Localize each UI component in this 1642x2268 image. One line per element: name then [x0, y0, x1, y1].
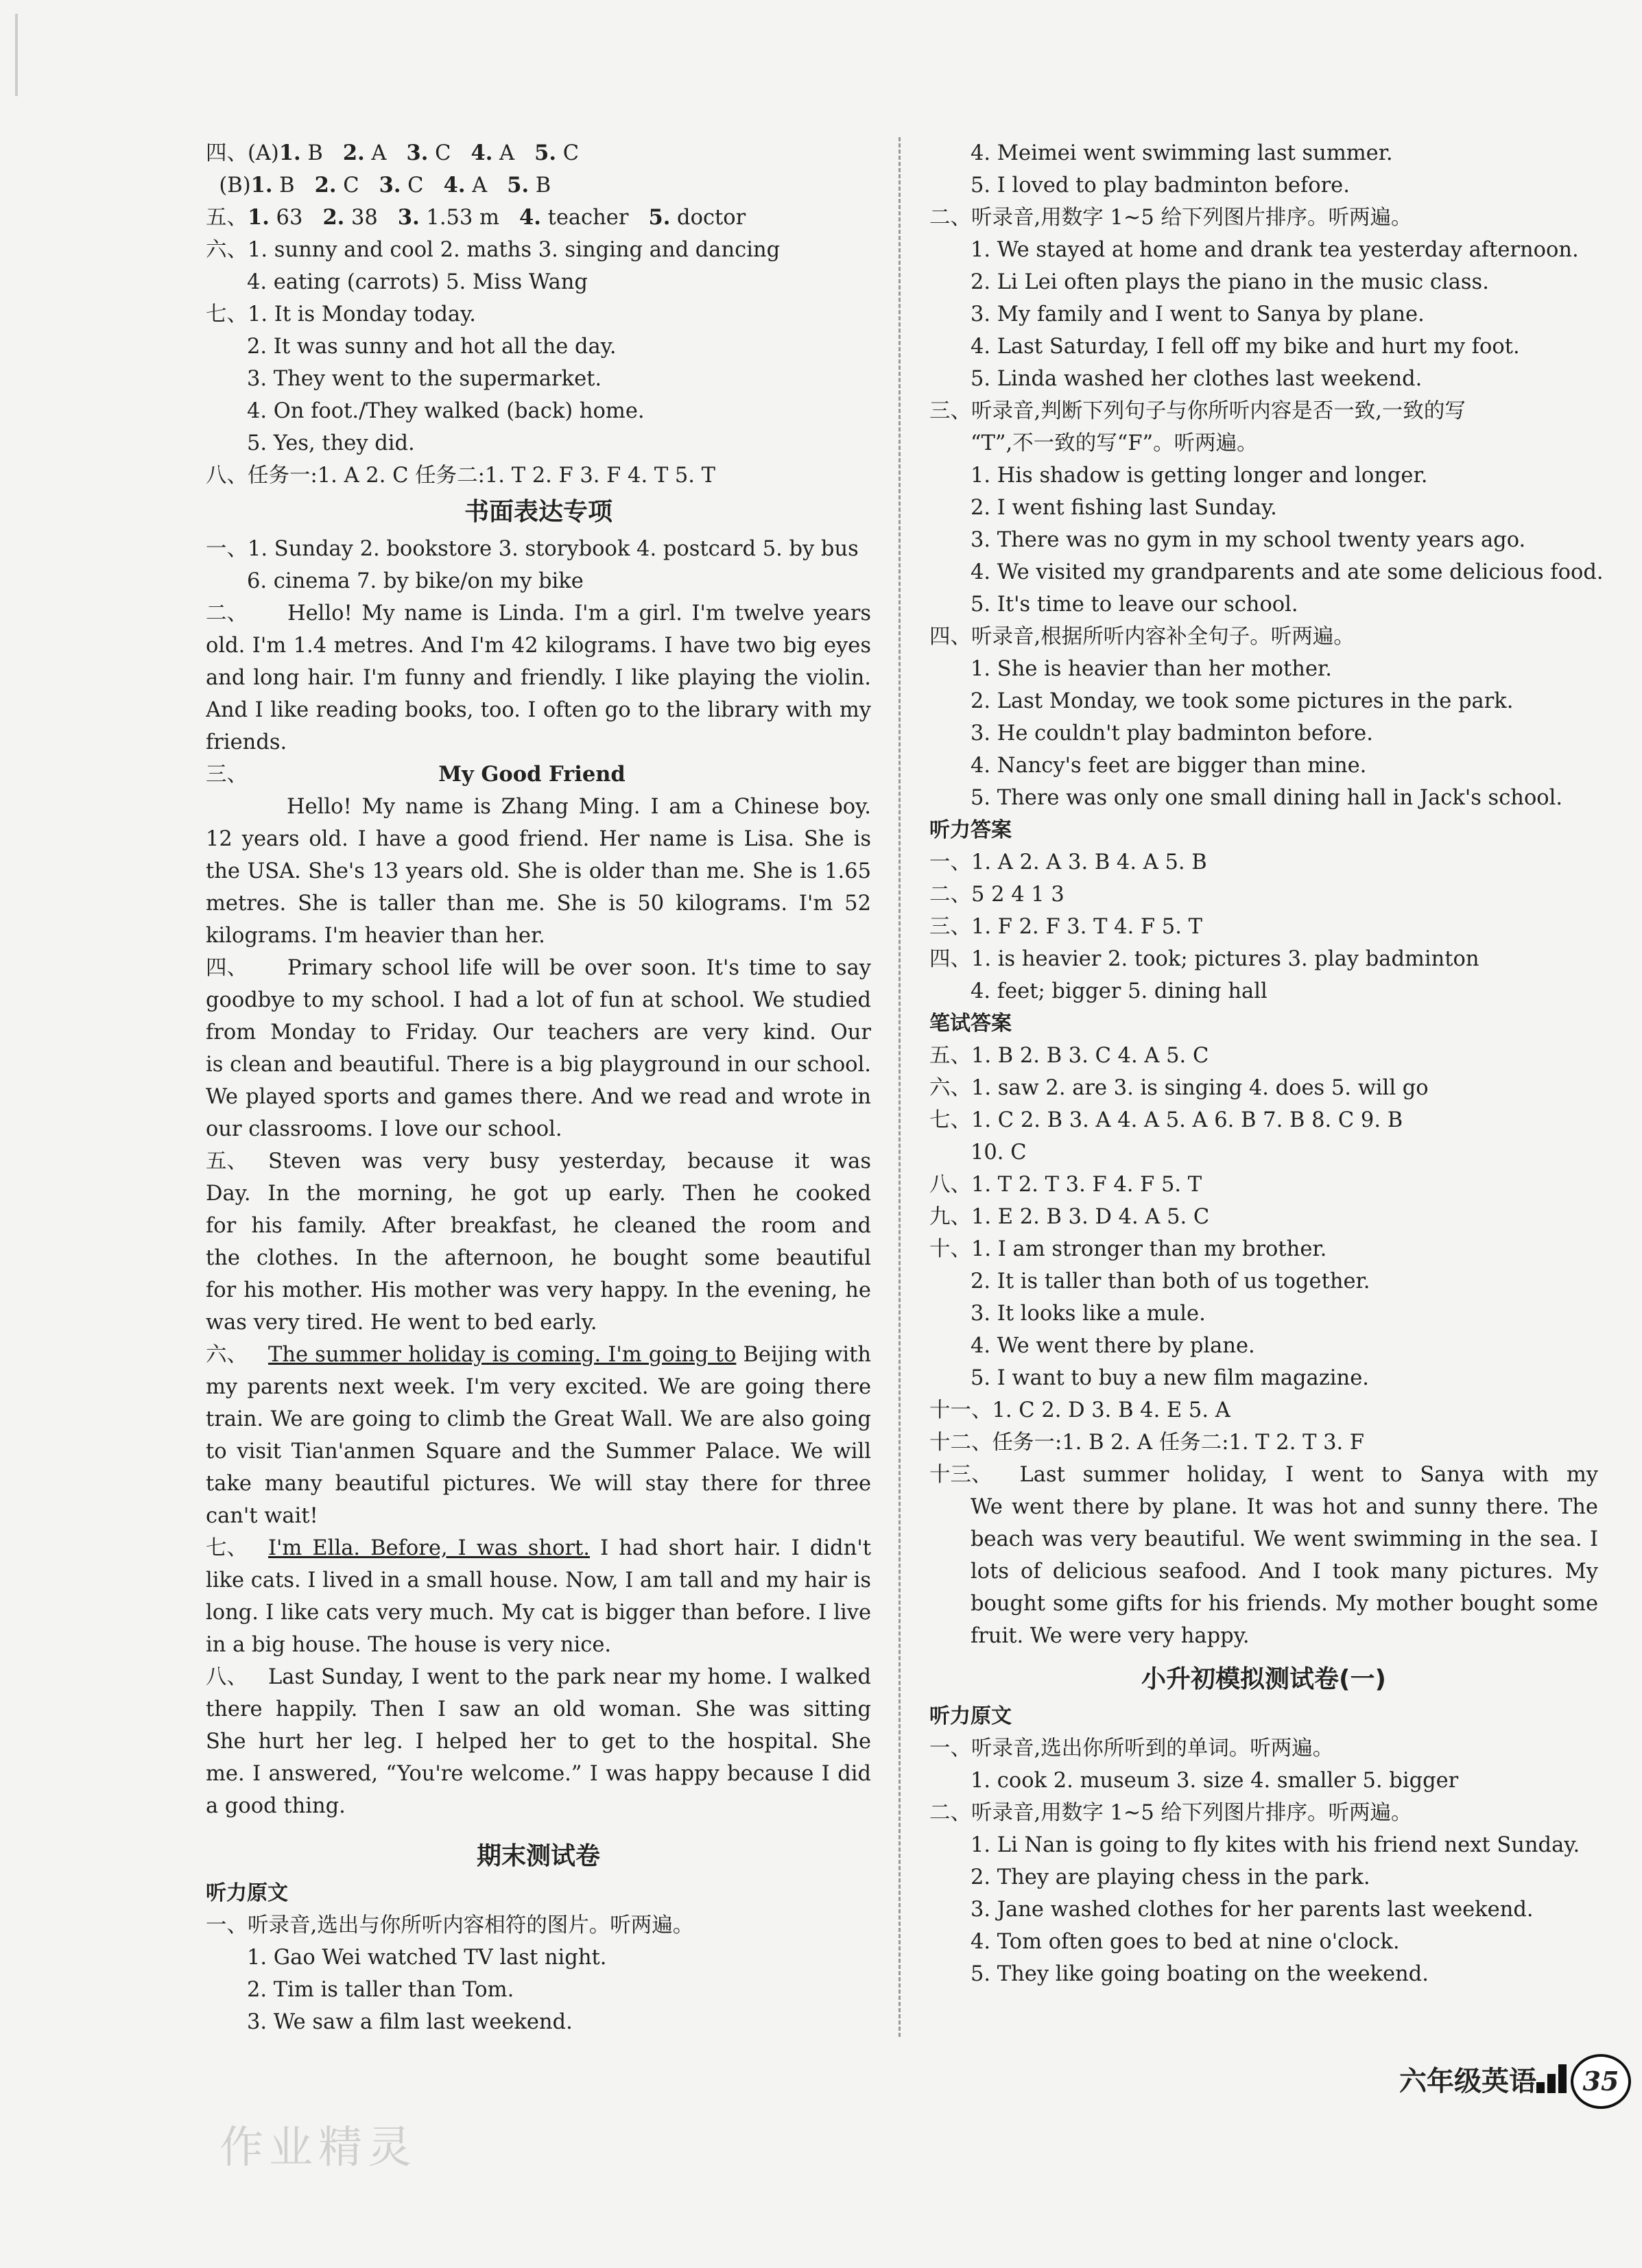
- essay-line: take many beautiful pictures. We will stay there for three: [206, 1472, 871, 1496]
- right-column: [929, 137, 1604, 1990]
- section-title: 书面表达专项: [464, 498, 612, 526]
- essay-line: long. I like cats very much. My cat is bigger than before. I live: [206, 1601, 871, 1625]
- answer-line: (B)1. B 2. C 3. C 4. A 5. B: [219, 173, 551, 198]
- watermark: 作业精灵: [219, 2123, 417, 2173]
- essay-line: Hello! My name is Linda. I'm a girl. I'm twelve years: [287, 601, 871, 625]
- essay-line: kilograms. I'm heavier than her.: [206, 924, 545, 948]
- answer-line: 1. cook 2. museum 3. size 4. smaller 5. bigger: [971, 1769, 1459, 1793]
- scan-edge: [15, 14, 18, 96]
- page-number-badge: 35: [1571, 2054, 1631, 2109]
- answer-line: 4. Meimei went swimming last summer.: [971, 141, 1393, 165]
- answer-line: 六、1. sunny and cool 2. maths 3. singing and dancing: [206, 238, 781, 262]
- answer-line: 2. Tim is taller than Tom.: [247, 1978, 514, 2002]
- answer-line: 5. Linda washed her clothes last weekend.: [971, 367, 1423, 391]
- answer-line: 五、1. 63 2. 38 3. 1.53 m 4. teacher 5. doctor: [206, 205, 746, 230]
- essay-line: And I like reading books, too. I often go to the library with my: [206, 698, 871, 722]
- essay-line: me. I answered, “You're welcome.” I was happy because I did: [206, 1762, 871, 1786]
- answer-line: 1. She is heavier than her mother.: [971, 657, 1332, 681]
- essay-line: like cats. I lived in a small house. Now, I am tall and my hair is: [206, 1568, 871, 1592]
- section-title: 期末测试卷: [476, 1842, 600, 1870]
- essay-line: there happily. Then I saw an old woman. She was sitting: [206, 1697, 871, 1721]
- answer-line: 4. We went there by plane.: [971, 1334, 1255, 1358]
- answer-line: 1. Gao Wei watched TV last night.: [247, 1946, 607, 1970]
- answer-line: 4. feet; bigger 5. dining hall: [971, 979, 1268, 1003]
- answer-line: 4. On foot./They walked (back) home.: [247, 399, 645, 423]
- answer-line: 九、1. E 2. B 3. D 4. A 5. C: [929, 1205, 1210, 1229]
- essay-title: My Good Friend: [438, 762, 626, 787]
- answer-line: 1. His shadow is getting longer and longer.: [971, 464, 1428, 488]
- essay-2: [206, 597, 871, 630]
- answer-line: 5. It's time to leave our school.: [971, 593, 1298, 617]
- essay-label: 六、: [206, 1343, 248, 1367]
- essay-label: 三、: [206, 763, 248, 787]
- subsection-title: 听力原文: [929, 1704, 1012, 1728]
- answer-line: 4. Last Saturday, I fell off my bike and hurt my foot.: [971, 335, 1520, 359]
- essay-line: The summer holiday is coming. I'm going to Beijing with: [268, 1343, 871, 1367]
- essay-line: I'm Ella. Before, I was short. I had short hair. I didn't: [268, 1536, 871, 1560]
- essay-line: for his mother. His mother was very happy. In the evening, he: [206, 1278, 871, 1302]
- answer-line: 3. Jane washed clothes for her parents last weekend.: [971, 1898, 1534, 1922]
- essay-line: train. We are going to climb the Great Wall. We are also going: [206, 1407, 871, 1431]
- essay-13: [929, 1459, 1598, 1491]
- essay-7: [206, 1532, 871, 1564]
- question-text: 二、听录音,用数字 1~5 给下列图片排序。听两遍。: [929, 1801, 1412, 1825]
- answer-line: 六、1. saw 2. are 3. is singing 4. does 5. will go: [929, 1076, 1429, 1100]
- essay-line: fruit. We were very happy.: [971, 1624, 1250, 1648]
- answer-line: 八、任务一:1. A 2. C 任务二:1. T 2. F 3. F 4. T 5. T: [206, 464, 716, 488]
- essay-label: 七、: [206, 1536, 248, 1560]
- answer-line: 3. There was no gym in my school twenty years ago.: [971, 528, 1526, 552]
- section-title: 小升初模拟测试卷(一): [1141, 1665, 1386, 1693]
- answer-line: 4. Nancy's feet are bigger than mine.: [971, 754, 1367, 778]
- essay-line: for his family. After breakfast, he cleaned the room and: [206, 1214, 871, 1238]
- answer-line: 4. eating (carrots) 5. Miss Wang: [247, 270, 588, 294]
- essay-label: 二、: [206, 601, 248, 625]
- answer-line: 1. Li Nan is going to fly kites with his friend next Sunday.: [971, 1833, 1580, 1857]
- answer-line: 2. Last Monday, we took some pictures in the park.: [971, 689, 1514, 713]
- answer-line: 2. It is taller than both of us together.: [971, 1269, 1370, 1293]
- question-text: 三、听录音,判断下列句子与你所听内容是否一致,一致的写: [929, 399, 1466, 423]
- question-text: 二、听录音,用数字 1~5 给下列图片排序。听两遍。: [929, 206, 1412, 230]
- essay-line: bought some gifts for his friends. My mother bought some: [971, 1592, 1598, 1616]
- answer-line: 二、5 2 4 1 3: [929, 883, 1064, 907]
- essay-label: 八、: [206, 1665, 248, 1689]
- question-text: 一、听录音,选出与你所听内容相符的图片。听两遍。: [206, 1913, 694, 1937]
- question-text: 一、听录音,选出你所听到的单词。听两遍。: [929, 1736, 1334, 1760]
- answer-line: 5. They like going boating on the weekend.: [971, 1962, 1429, 1986]
- essay-line: We played sports and games there. And we read and wrote in: [206, 1085, 871, 1109]
- essay-8: [206, 1661, 871, 1693]
- answer-line: 6. cinema 7. by bike/on my bike: [247, 569, 584, 593]
- subsection-title: 听力原文: [206, 1881, 288, 1905]
- essay-line: in a big house. The house is very nice.: [206, 1633, 612, 1657]
- answer-line: 十一、1. C 2. D 3. B 4. E 5. A: [929, 1398, 1230, 1422]
- answer-line: 3. They went to the supermarket.: [247, 367, 602, 391]
- answer-line: 5. I loved to play badminton before.: [971, 174, 1350, 198]
- essay-3-title: [206, 759, 871, 791]
- essay-line: from Monday to Friday. Our teachers are very kind. Our: [206, 1020, 871, 1045]
- essay-line: was very tired. He went to bed early.: [206, 1311, 597, 1335]
- answer-line: 2. They are playing chess in the park.: [971, 1865, 1370, 1889]
- answer-line: 三、1. F 2. F 3. T 4. F 5. T: [929, 915, 1202, 939]
- answer-line: 10. C: [971, 1141, 1027, 1165]
- subsection-title: 笔试答案: [929, 1012, 1012, 1036]
- essay-line: beach was very beautiful. We went swimming in the sea. I: [971, 1527, 1598, 1551]
- question-text: 四、听录音,根据所听内容补全句子。听两遍。: [929, 625, 1355, 649]
- essay-line: my parents next week. I'm very excited. We are going there: [206, 1375, 871, 1399]
- answer-line: 2. It was sunny and hot all the day.: [247, 335, 617, 359]
- answer-line: 一、1. Sunday 2. bookstore 3. storybook 4. postcard 5. by bus: [206, 537, 859, 561]
- essay-line: Day. In the morning, he got up early. Then he cooked: [206, 1182, 871, 1206]
- answer-line: 2. I went fishing last Sunday.: [971, 496, 1277, 520]
- essay-line: the clothes. In the afternoon, he bought some beautiful: [206, 1246, 871, 1270]
- essay-line: to visit Tian'anmen Square and the Summer Palace. We will: [206, 1440, 871, 1464]
- answer-line: 3. My family and I went to Sanya by plane.: [971, 302, 1425, 326]
- answer-line: 4. Tom often goes to bed at nine o'clock.: [971, 1930, 1400, 1954]
- essay-line: a good thing.: [206, 1794, 346, 1818]
- answer-line: 五、1. B 2. B 3. C 4. A 5. C: [929, 1044, 1209, 1068]
- essay-line: the USA. She's 13 years old. She is older than me. She is 1.65: [206, 859, 871, 883]
- essay-line: and long hair. I'm funny and friendly. I like playing the violin.: [206, 666, 871, 690]
- footer-book-title: 六年级英语: [1399, 2066, 1536, 2097]
- essay-line: We went there by plane. It was hot and sunny there. The: [971, 1495, 1598, 1519]
- essay-line: friends.: [206, 730, 287, 754]
- essay-6: [206, 1339, 871, 1371]
- essay-label: 四、: [206, 956, 248, 980]
- essay-label: 五、: [206, 1149, 248, 1173]
- essay-line: Last Sunday, I went to the park near my home. I walked: [268, 1665, 871, 1689]
- answer-line: 十、1. I am stronger than my brother.: [929, 1237, 1327, 1261]
- question-text: “T”,不一致的写“F”。听两遍。: [971, 431, 1258, 455]
- answer-line: 5. Yes, they did.: [247, 431, 415, 455]
- essay-line: Primary school life will be over soon. It's time to say: [287, 956, 871, 980]
- essay-line: our classrooms. I love our school.: [206, 1117, 562, 1141]
- answer-line: 七、1. It is Monday today.: [206, 302, 476, 326]
- answer-line: 3. It looks like a mule.: [971, 1302, 1206, 1326]
- essay-5: [206, 1145, 871, 1178]
- essay-line: Last summer holiday, I went to Sanya with my: [1019, 1463, 1598, 1487]
- answer-line: 七、1. C 2. B 3. A 4. A 5. A 6. B 7. B 8. C 9. B: [929, 1108, 1403, 1132]
- answer-line: 一、1. A 2. A 3. B 4. A 5. B: [929, 850, 1207, 874]
- essay-line: can't wait!: [206, 1504, 318, 1528]
- essay-line: is clean and beautiful. There is a big playground in our school.: [206, 1053, 871, 1077]
- essay-line: Steven was very busy yesterday, because it was: [268, 1149, 871, 1173]
- essay-line: metres. She is taller than me. She is 50 kilograms. I'm 52: [206, 892, 871, 916]
- answer-line: 3. He couldn't play badminton before.: [971, 721, 1373, 745]
- essay-line: 12 years old. I have a good friend. Her name is Lisa. She is: [206, 827, 871, 851]
- essay-label: 十三、: [929, 1463, 992, 1487]
- essay-line: old. I'm 1.4 metres. And I'm 42 kilograms. I have two big eyes: [206, 634, 871, 658]
- signal-bars-icon: [1536, 2064, 1568, 2093]
- answer-line: 四、1. is heavier 2. took; pictures 3. play badminton: [929, 947, 1479, 971]
- answer-line: 4. We visited my grandparents and ate some delicious food.: [971, 560, 1604, 584]
- column-divider: [899, 137, 901, 2037]
- subsection-title: 听力答案: [929, 818, 1012, 842]
- answer-line: 5. There was only one small dining hall in Jack's school.: [971, 786, 1563, 810]
- answer-line: 八、1. T 2. T 3. F 4. F 5. T: [929, 1173, 1202, 1197]
- left-column: [206, 137, 871, 2038]
- answer-line: 5. I want to buy a new film magazine.: [971, 1366, 1369, 1390]
- answer-line: 1. We stayed at home and drank tea yesterday afternoon.: [971, 238, 1579, 262]
- answer-line: 2. Li Lei often plays the piano in the music class.: [971, 270, 1489, 294]
- essay-line: goodbye to my school. I had a lot of fun at school. We studied: [206, 988, 871, 1012]
- essay-line: lots of delicious seafood. And I took many pictures. My: [971, 1560, 1598, 1584]
- essay-line: She hurt her leg. I helped her to get to the hospital. She: [206, 1730, 871, 1754]
- answer-line: 3. We saw a film last weekend.: [247, 2010, 573, 2034]
- essay-line: Hello! My name is Zhang Ming. I am a Chinese boy.: [287, 795, 871, 819]
- answer-line: 四、(A)1. B 2. A 3. C 4. A 5. C: [206, 141, 580, 165]
- essay-4: [206, 952, 871, 984]
- answer-line: 十二、任务一:1. B 2. A 任务二:1. T 2. T 3. F: [929, 1431, 1365, 1455]
